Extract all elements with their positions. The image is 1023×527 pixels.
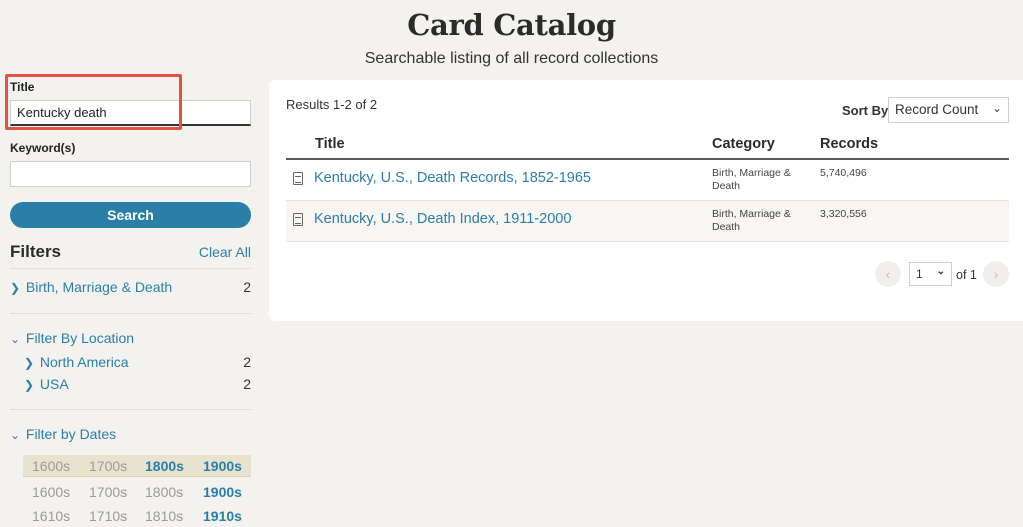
record-title-link[interactable]: Kentucky, U.S., Death Records, 1852-1965: [314, 170, 591, 186]
divider: [10, 409, 251, 410]
chevron-down-icon: ⌄: [991, 101, 1002, 115]
previous-page-button[interactable]: ‹: [875, 261, 901, 287]
page-subtitle: Searchable listing of all record collections: [364, 50, 659, 67]
date-option[interactable]: 1700s: [89, 484, 128, 500]
chevron-down-icon: ⌄: [10, 332, 21, 346]
page-select[interactable]: [909, 262, 952, 286]
chevron-down-icon: ⌄: [10, 428, 21, 442]
record-category: Birth, Marriage & Death: [712, 167, 791, 192]
table-row: [286, 160, 1009, 201]
filter-category-birth-marriage-death[interactable]: [10, 279, 251, 297]
filter-location-north-america[interactable]: [24, 354, 251, 372]
search-button[interactable]: Search: [10, 202, 251, 228]
chevron-right-icon: ❯: [24, 356, 35, 370]
filter-by-dates-toggle[interactable]: [10, 426, 251, 444]
chevron-right-icon: ❯: [24, 378, 35, 392]
decade-row-partial: [23, 505, 251, 527]
filter-location-count: 2: [243, 376, 251, 392]
column-header-category[interactable]: Category: [712, 136, 775, 152]
page-title: Card Catalog: [407, 8, 616, 42]
clear-all-link[interactable]: Clear All: [198, 244, 251, 260]
date-option[interactable]: 1610s: [32, 508, 71, 524]
chevron-right-icon: ❯: [10, 281, 21, 295]
record-category: Birth, Marriage & Death: [712, 208, 791, 233]
filter-by-location-toggle[interactable]: [10, 330, 251, 348]
date-option[interactable]: 1600s: [32, 484, 71, 500]
page-select-value: 1: [916, 267, 923, 281]
record-count: 3,320,556: [820, 208, 867, 220]
column-header-title[interactable]: Title: [315, 136, 345, 152]
divider: [10, 268, 251, 269]
document-icon: [293, 172, 303, 185]
date-option[interactable]: 1900s: [203, 458, 242, 474]
filter-location-heading: Filter By Location: [25, 330, 135, 346]
divider: [10, 313, 251, 314]
century-row: [23, 455, 251, 477]
date-option[interactable]: 1710s: [89, 508, 128, 524]
keyword-input[interactable]: [10, 161, 251, 187]
title-field-label: Title: [10, 80, 35, 94]
date-option[interactable]: 1700s: [89, 458, 128, 474]
date-option[interactable]: 1900s: [203, 484, 242, 500]
sort-by-label: Sort By: [842, 103, 889, 118]
sort-select[interactable]: [888, 97, 1009, 123]
filter-location-usa[interactable]: [24, 376, 251, 394]
filter-location-count: 2: [243, 354, 251, 370]
filter-category-count: 2: [243, 279, 251, 295]
filters-header: [10, 242, 251, 264]
results-count: Results 1-2 of 2: [286, 97, 378, 112]
keyword-field-label: Keyword(s): [10, 141, 76, 155]
date-option[interactable]: 1600s: [32, 458, 71, 474]
column-header-records[interactable]: Records: [820, 136, 879, 152]
date-option[interactable]: 1810s: [145, 508, 184, 524]
chevron-down-icon: ⌄: [936, 266, 945, 277]
document-icon: [293, 213, 303, 226]
results-panel: [269, 80, 1023, 321]
record-title-link[interactable]: Kentucky, U.S., Death Index, 1911-2000: [314, 211, 572, 227]
title-input[interactable]: [10, 100, 251, 126]
record-count: 5,740,496: [820, 167, 867, 179]
filter-dates-heading: Filter by Dates: [25, 426, 117, 442]
filter-category-label: Birth, Marriage & Death: [25, 279, 173, 295]
date-option[interactable]: 1800s: [145, 458, 184, 474]
date-option[interactable]: 1910s: [203, 508, 242, 524]
next-page-button[interactable]: ›: [983, 261, 1009, 287]
filters-heading: Filters: [10, 242, 62, 261]
sort-select-value: Record Count: [895, 102, 979, 117]
table-row: [286, 201, 1009, 242]
filter-location-label: USA: [39, 376, 69, 392]
sidebar: [0, 72, 262, 524]
row-divider: [286, 241, 1009, 242]
page-total-label: of 1: [956, 268, 977, 282]
date-option[interactable]: 1800s: [145, 484, 184, 500]
filter-location-label: North America: [39, 354, 129, 370]
decade-row: [23, 481, 251, 503]
